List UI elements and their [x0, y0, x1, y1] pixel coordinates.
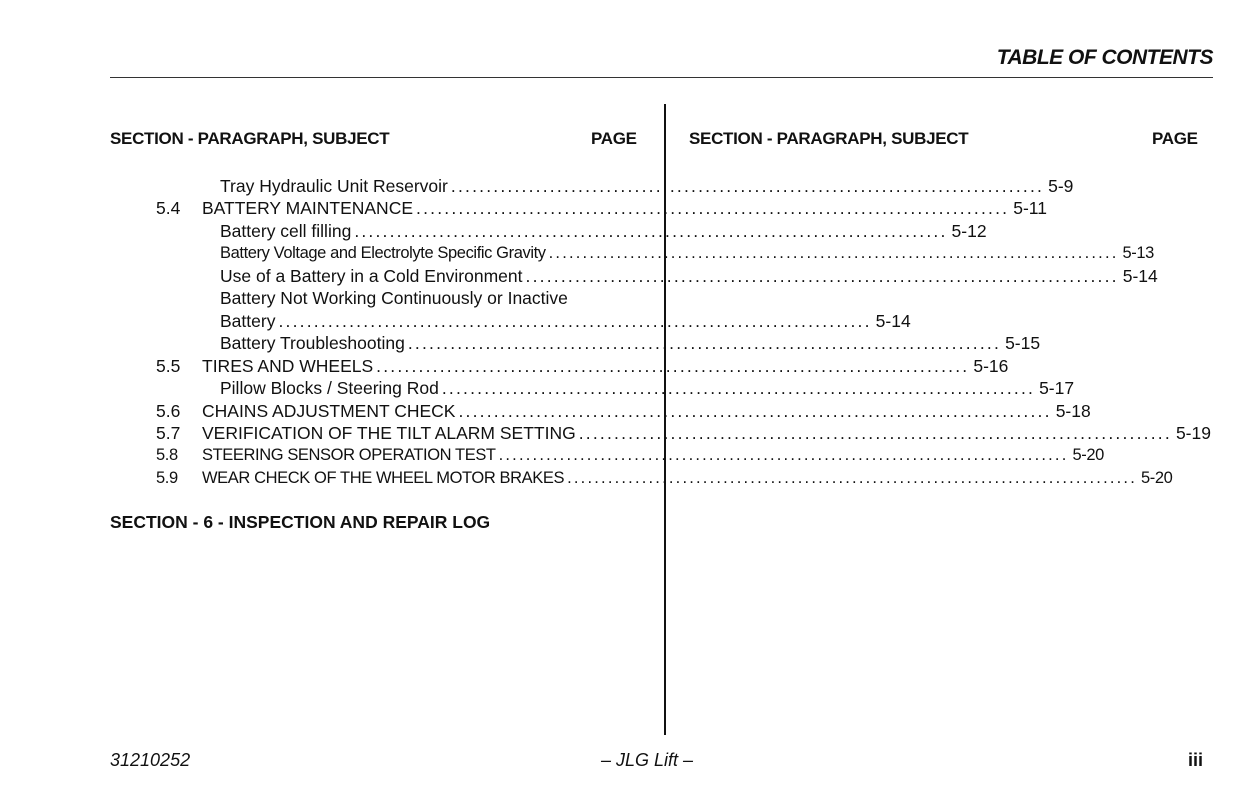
toc-entry-title: Battery cell filling	[220, 221, 352, 241]
dot-leader: ....................................................................................	[278, 311, 872, 331]
toc-entry-title: CHAINS ADJUSTMENT CHECK	[202, 401, 456, 421]
right-column-heading: SECTION - PARAGRAPH, SUBJECT	[689, 129, 969, 148]
toc-entry-title: Battery Voltage and Electrolyte Specific Gravity	[220, 244, 546, 262]
toc-entry-page: 5-16	[973, 356, 1009, 376]
dot-leader: ....................................................................................	[525, 266, 1119, 286]
toc-entry-title: WEAR CHECK OF THE WHEEL MOTOR BRAKES	[202, 469, 565, 487]
toc-entry[interactable]	[110, 197, 1047, 219]
toc-entry-title: Battery Not Working Continuously or Inactive	[220, 288, 568, 308]
toc-entry-title: Pillow Blocks / Steering Rod	[220, 378, 439, 398]
toc-entry[interactable]	[110, 355, 1009, 377]
toc-entry-title: Use of a Battery in a Cold Environment	[220, 266, 523, 286]
dot-leader: ....................................................................................	[578, 423, 1172, 443]
toc-entry-number: 5.4	[156, 198, 181, 218]
toc-entry[interactable]	[110, 332, 1041, 354]
dot-leader: ....................................................................................	[458, 401, 1052, 421]
toc-entry-number: 5.9	[156, 469, 178, 487]
toc-entry-page: 5-9	[1048, 176, 1074, 196]
toc-entry-title: Battery Troubleshooting	[220, 333, 405, 353]
toc-entry[interactable]	[110, 444, 1104, 466]
dot-leader: ....................................................................................	[407, 333, 1002, 353]
toc-entry-title: VERIFICATION OF THE TILT ALARM SETTING	[202, 423, 576, 443]
page-title: TABLE OF CONTENTS	[996, 46, 1213, 69]
toc-entry[interactable]	[110, 175, 1074, 197]
toc-entry-page: 5-20	[1140, 469, 1173, 487]
left-column-heading: SECTION - PARAGRAPH, SUBJECT	[110, 129, 390, 148]
toc-entry-page: 5-13	[1122, 244, 1154, 262]
document-number: 31210252	[110, 750, 191, 770]
toc-entry-number: 5.7	[156, 423, 181, 443]
toc-entry-page: 5-15	[1005, 333, 1041, 353]
toc-entry[interactable]	[110, 287, 632, 309]
toc-entry[interactable]	[110, 467, 1173, 489]
left-page-heading: PAGE	[591, 129, 637, 148]
dot-leader: ....................................................................................	[450, 176, 1045, 196]
toc-entry-title: BATTERY MAINTENANCE	[202, 198, 414, 218]
toc-entry-number: 5.8	[156, 446, 178, 464]
toc-entry[interactable]	[110, 265, 1158, 287]
toc-entry[interactable]	[110, 377, 1075, 399]
page-number: iii	[1188, 750, 1204, 770]
toc-entry-page: 5-14	[875, 311, 911, 331]
dot-leader: ....................................................................................	[498, 446, 1069, 464]
dot-leader: ....................................................................................	[548, 244, 1119, 262]
toc-entry-page: 5-14	[1122, 266, 1158, 286]
toc-entry-page: 5-11	[1013, 198, 1047, 218]
toc-entry-title: TIRES AND WHEELS	[202, 356, 374, 376]
section-6-heading[interactable]: SECTION - 6 - INSPECTION AND REPAIR LOG	[110, 512, 491, 532]
footer-brand: – JLG Lift –	[601, 750, 694, 770]
toc-entry-page: 5-12	[951, 221, 987, 241]
dot-leader: ....................................................................................	[354, 221, 948, 241]
toc-entry[interactable]	[110, 310, 911, 332]
toc-entry-number: 5.5	[156, 356, 181, 376]
dot-leader: ....................................................................................	[376, 356, 970, 376]
toc-entry[interactable]	[110, 242, 1154, 264]
dot-leader: ....................................................................................	[441, 378, 1036, 398]
dot-leader: ....................................................................................	[416, 198, 1010, 218]
toc-entry-title: Tray Hydraulic Unit Reservoir	[220, 176, 448, 196]
header-divider	[110, 77, 1213, 78]
toc-entry-title: Battery	[220, 311, 276, 331]
toc-entry[interactable]	[110, 422, 1211, 444]
toc-entry-page: 5-20	[1072, 446, 1104, 464]
toc-entry[interactable]	[110, 400, 1091, 422]
toc-entry-number: 5.6	[156, 401, 181, 421]
right-page-heading: PAGE	[1152, 129, 1198, 148]
toc-entry-page: 5-18	[1055, 401, 1091, 421]
toc-entry-title: STEERING SENSOR OPERATION TEST	[202, 446, 496, 464]
toc-entry-page: 5-17	[1039, 378, 1075, 398]
toc-entry-page: 5-19	[1175, 423, 1211, 443]
toc-entry[interactable]	[110, 220, 987, 242]
dot-leader: ....................................................................................	[567, 469, 1137, 487]
